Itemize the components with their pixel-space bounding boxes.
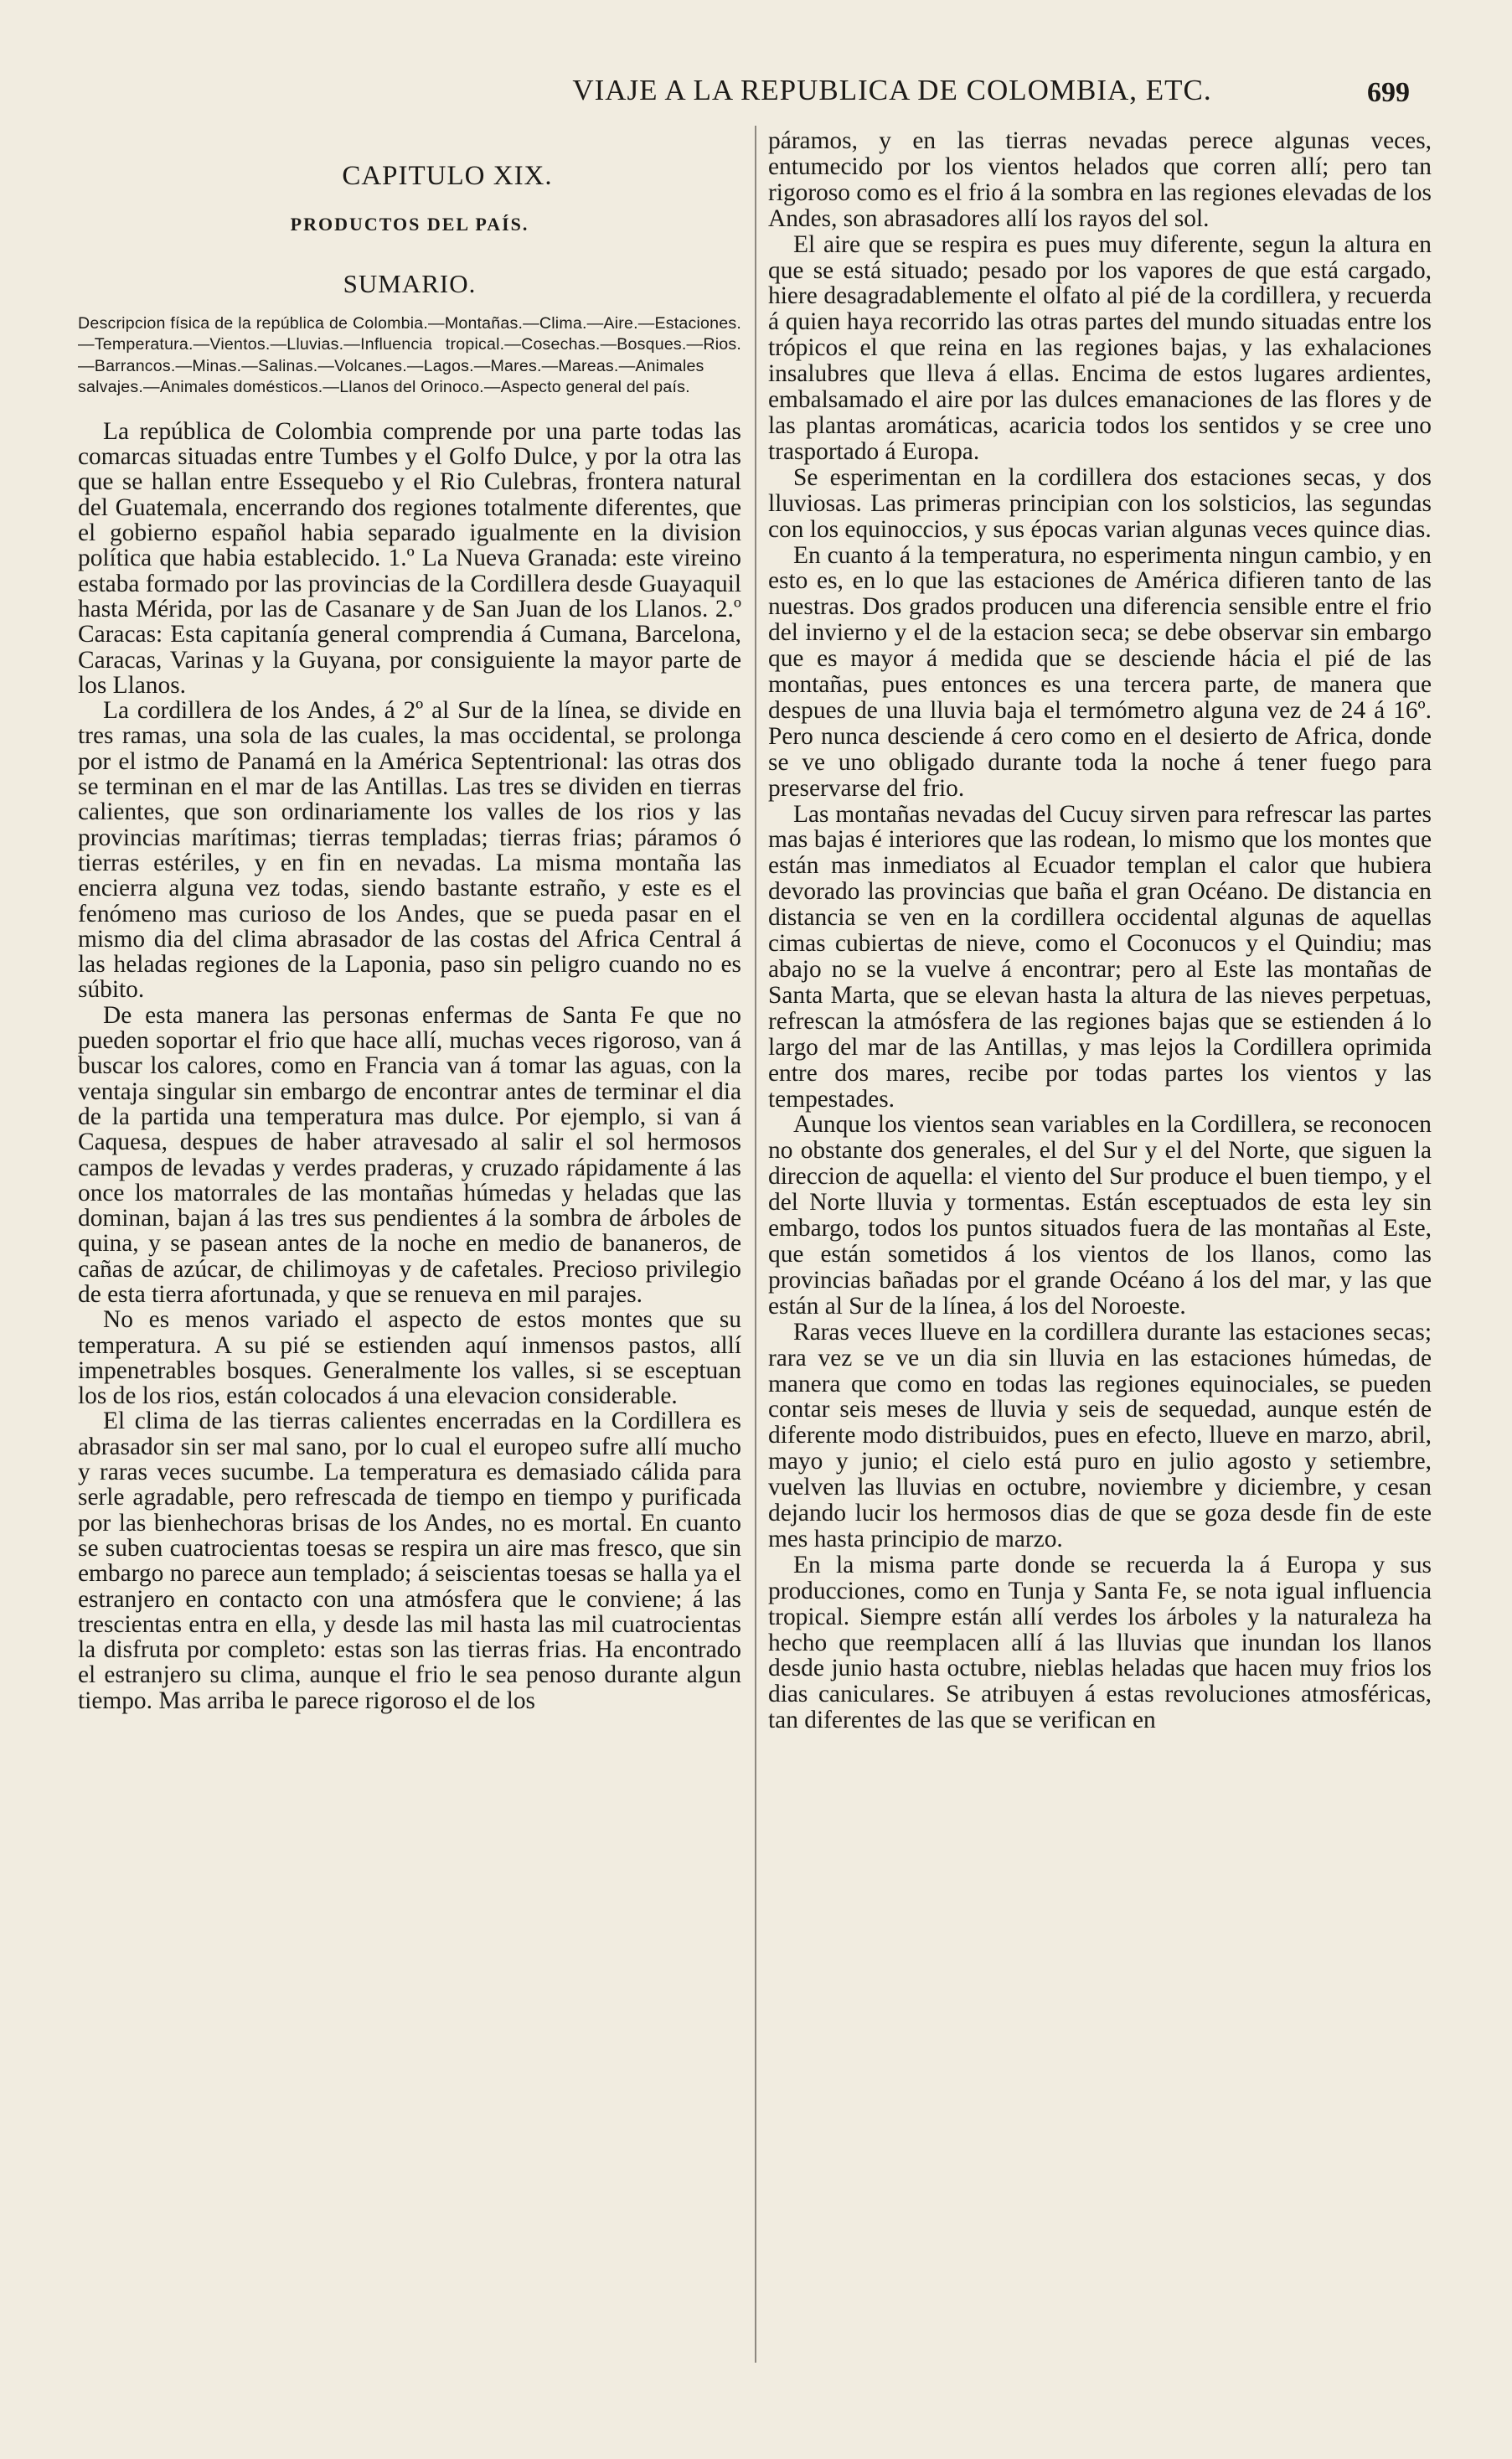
chapter-subtitle: PRODUCTOS DEL PAÍS. bbox=[290, 214, 529, 235]
column-divider bbox=[755, 126, 756, 2363]
left-body bbox=[78, 419, 741, 1713]
paragraph: No es menos variado el aspecto de estos montes que su temperatura. A su pié se estienden aquí inmensos pastos, allí impenetrables bosques. Generalmente los valles, si se esceptuan los de los rios, están colocados á una elevacion considerable. bbox=[78, 1306, 741, 1410]
paragraph: Se esperimentan en la cordillera dos estaciones secas, y dos lluviosas. Las primeras principian con los solsticios, las segundas con los equinoccios, y sus épocas varian algunas veces quince dias. bbox=[768, 463, 1432, 543]
paragraph: Las montañas nevadas del Cucuy sirven para refrescar las partes mas bajas é interiores que las rodean, lo mismo que los montes que están mas inmediatos al Ecuador templan el calor que hubiera devorado las provincias que baña el gran Océano. De distancia en distancia se ven en la cordillera occidental algunas de aquellas cimas cubiertas de nieve, como el Coconucos y el Quindiu; mas abajo no se la vuelve á encontrar; pero al Este las montañas de Santa Marta, que se elevan hasta la altura de las nieves perpetuas, refrescan la atmósfera de las regiones bajas que se estienden á lo largo del mar de las Antillas, y mas lejos la Cordillera oprimida entre dos mares, recibe por todas partes los vientos y las tempestades. bbox=[768, 800, 1432, 1113]
paragraph: El clima de las tierras calientes encerradas en la Cordillera es abrasador sin ser mal sano, por lo cual el europeo sufre allí mucho y raras veces sucumbe. La temperatura es demasiado cálida para serle agradable, pero refrescada de tiempo en tiempo y purificada por las bienhechoras brisas de los Andes, no es mortal. En cuanto se suben cuatrocientas toesas se respira un aire mas fresco, que sin embargo no parece aun templado; á seiscientas toesas se halla ya el estranjero en contacto con una atmósfera que le conviene; á las trescientas entra en ella, y desde las mil hasta las mil cuatrocientas la disfruta por completo: estas son las tierras frias. Ha encontrado el estranjero su clima, aunque el frio le sea penoso durante algun tiempo. Mas arriba le parece rigoroso el de los bbox=[78, 1408, 741, 1714]
paragraph: El aire que se respira es pues muy diferente, segun la altura en que se está situado; pesado por los vapores de que está cargado, hiere desagradablemente el olfato al pié de la cordillera, y recuerda á quien haya recorrido las otras partes del mundo situadas entre los trópicos el que reina en las regiones bajas, y las exhalaciones insalubres que lleva á ellas. Encima de estos lugares ardientes, embalsamado el aire por las dulces emanaciones de las flores y de las plantas aromáticas, acaricia todos los sentidos y se cree uno trasportado á Europa. bbox=[768, 230, 1432, 465]
page-number: 699 bbox=[1367, 77, 1410, 108]
right-column bbox=[768, 128, 1432, 1733]
summary-heading: SUMARIO. bbox=[343, 268, 477, 298]
paragraph: La república de Colombia comprende por una parte todas las comarcas situadas entre Tumbes y el Golfo Dulce, y por la otra las que se hallan entre Essequebo y el Rio Culebras, frontera natural del Guatemala, encerrando dos regiones totalmente diferentes, que el gobierno español habia separado igualmente en la division política que habia establecido. 1.º La Nueva Granada: este vireino estaba formado por las provincias de la Cordillera desde Guayaquil hasta Mérida, por las de Casanare y de San Juan de los Llanos. 2.º Caracas: Esta capitanía general comprendia á Cumana, Barcelona, Caracas, Varinas y la Guyana, por consiguiente la mayor parte de los Llanos. bbox=[78, 417, 741, 699]
summary-text: Descripcion física de la república de Colombia.—Montañas.—Clima.—Aire.—Estaciones.—Temperatura.—Vientos.—Lluvias.—Influencia tropical.—Cosechas.—Bosques.—Rios.—Barrancos.—Minas.—Salinas.—Volcanes.—Lagos.—Mares.—Mareas.—Animales salvajes.—Animales domésticos.—Llanos del Orinoco.—Aspecto general del país. bbox=[78, 313, 741, 397]
running-title: VIAJE A LA REPUBLICA DE COLOMBIA, ETC. bbox=[572, 74, 1212, 106]
paragraph: De esta manera las personas enfermas de Santa Fe que no pueden soportar el frio que hace allí, muchas veces rigoroso, van á buscar los calores, como en Francia van á tomar las aguas, con la ventaja singular sin embargo de encontrar antes de terminar el dia de la partida una temperatura mas dulce. Por ejemplo, si van á Caquesa, despues de haber atravesado al salir el sol hermosos campos de levadas y verdes praderas, y cruzado rápidamente á las once los matorrales de las montañas húmedas y heladas que las dominan, bajan á las tres sus pendientes á la sombra de árboles de quina, y se pasean antes de la noche en medio de bananeros, de cañas de azúcar, de chilimoyas y de cafetales. Precioso privilegio de esta tierra afortunada, y que se renueva en mil parajes. bbox=[78, 1001, 741, 1308]
paragraph: En la misma parte donde se recuerda la á Europa y sus producciones, como en Tunja y Santa Fe, se nota igual influencia tropical. Siempre están allí verdes los árboles y la naturaleza ha hecho que reemplacen allí á las lluvias que inundan los llanos desde junio hasta octubre, nieblas heladas que hacen muy frios los dias caniculares. Se atribuyen á estas revoluciones atmosféricas, tan diferentes de las que se verifican en bbox=[768, 1551, 1432, 1734]
paragraph: En cuanto á la temperatura, no esperimenta ningun cambio, y en esto es, en lo que las estaciones de América difieren tanto de las nuestras. Dos grados producen una diferencia sensible entre el frio del invierno y el de la estacion seca; se debe observar sin embargo que es mayor á medida que se desciende hácia el pié de las montañas, pues entonces es una tercera parte, de manera que despues de una lluvia baja el termómetro alguna vez de 24 á 16º. Pero nunca desciende á cero como en el desierto de Africa, donde se ve uno obligado durante toda la noche á tener fuego para preservarse del frio. bbox=[768, 541, 1432, 802]
paragraph: Raras veces llueve en la cordillera durante las estaciones secas; rara vez se ve un dia sin lluvia en las estaciones húmedas, de manera que como en todas las regiones equinociales, se pueden contar seis meses de lluvia y seis de sequedad, aunque estén de diferente modo distribuidos, pues en efecto, llueve en marzo, abril, mayo y junio; el cielo está puro en julio agosto y setiembre, vuelven las lluvias en octubre, noviembre y diciembre, y cesan dejando lucir los hermosos dias de que se goza desde fin de este mes hasta principio de marzo. bbox=[768, 1318, 1432, 1552]
left-column bbox=[78, 134, 741, 1713]
paragraph: Aunque los vientos sean variables en la Cordillera, se reconocen no obstante dos generales, el del Sur y el del Norte, que siguen la direccion de aquella: el viento del Sur produce el buen tiempo, y el del Norte lluvia y tormentas. Están esceptuados de esta ley sin embargo, todos los puntos situados fuera de las montañas al Este, que están sometidos á los vientos de los llanos, como las provincias bañadas por el grande Océano á los del mar, y las que están al Sur de la línea, á los del Noroeste. bbox=[768, 1111, 1432, 1320]
chapter-title: CAPITULO XIX. bbox=[342, 161, 553, 191]
paragraph: páramos, y en las tierras nevadas perece algunas veces, entumecido por los vientos helados que corren allí; pero tan rigoroso como es el frio á la sombra en las regiones elevadas de los Andes, son abrasadores allí los rayos del sol. bbox=[768, 127, 1432, 232]
paragraph: La cordillera de los Andes, á 2º al Sur de la línea, se divide en tres ramas, una sola de las cuales, la mas occidental, se prolonga por el istmo de Panamá en la América Septentrional: las otras dos se terminan en el mar de las Antillas. Las tres se dividen en tierras calientes, que son ordinariamente los valles de los rios y las provincias marítimas; tierras templadas; tierras frias; páramos ó tierras estériles, y en fin en nevadas. La misma montaña las encierra alguna vez todas, siendo bastante estraño, y este es el fenómeno mas curioso de los Andes, que se pueda pasar en el mismo dia del clima abrasador de las costas del Africa Central á las heladas regiones de la Laponia, paso sin peligro cuando no es súbito. bbox=[78, 697, 741, 1004]
